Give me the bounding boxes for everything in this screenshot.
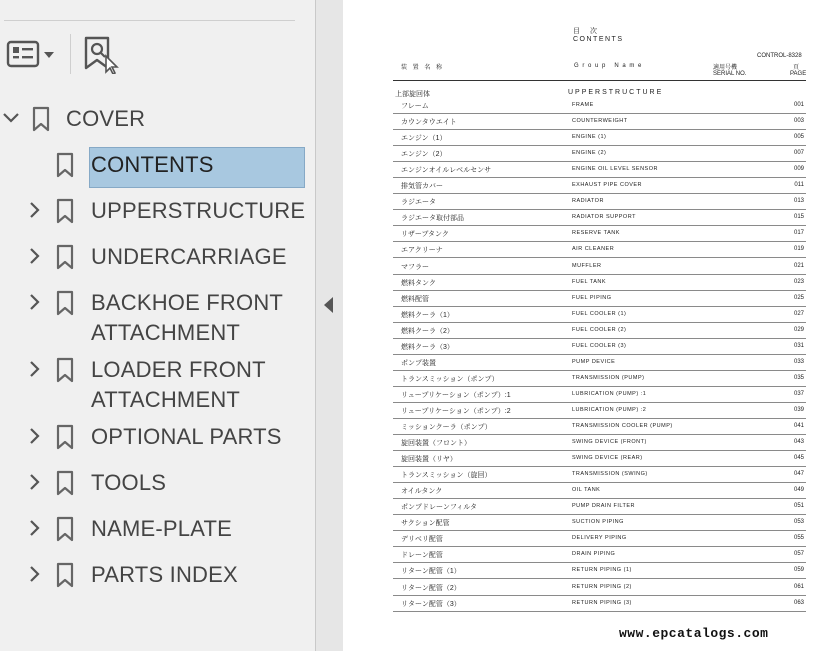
control-number: CONTROL-8328: [757, 53, 802, 59]
row-page-number: 019: [793, 246, 804, 253]
bookmark-undercarriage[interactable]: [0, 238, 315, 278]
bookmark-icon: [32, 106, 50, 132]
row-group-name: FUEL COOLER (1): [572, 310, 627, 317]
doc-title-jp: 目次: [573, 28, 607, 35]
bookmark-icon: [56, 516, 74, 542]
contents-row[interactable]: [393, 210, 806, 226]
contents-row[interactable]: [393, 419, 806, 435]
contents-row[interactable]: [393, 467, 806, 483]
row-name-jp: カウンタウエイト: [401, 119, 457, 127]
row-rule: [393, 611, 806, 612]
row-page-number: 047: [793, 471, 804, 478]
row-group-name: RETURN PIPING (3): [572, 599, 632, 606]
contents-row[interactable]: [393, 226, 806, 242]
row-name-jp: 燃料タンク: [401, 279, 436, 287]
bookmark-label: UNDERCARRIAGE: [91, 244, 287, 269]
row-name-jp: 燃料クーラ（3）: [401, 343, 454, 351]
row-group-name: EXHAUST PIPE COVER: [572, 182, 643, 189]
bookmark-icon: [56, 470, 74, 496]
row-page-number: 045: [793, 455, 804, 462]
contents-row[interactable]: [393, 515, 806, 531]
bookmark-icon: [56, 290, 74, 316]
contents-row[interactable]: [393, 323, 806, 339]
row-page-number: 001: [793, 102, 804, 108]
contents-row[interactable]: [393, 114, 806, 130]
chevron-right-icon[interactable]: [26, 565, 44, 583]
row-page-number: 031: [793, 342, 804, 349]
row-group-name: DELIVERY PIPING: [572, 535, 627, 542]
chevron-right-icon[interactable]: [26, 247, 44, 265]
row-group-name: AIR CLEANER: [572, 246, 615, 253]
row-name-jp: フレーム: [401, 103, 429, 110]
row-name-jp: エンジン（2）: [401, 151, 447, 159]
chevron-right-icon[interactable]: [26, 201, 44, 219]
header-serial-jp: 適用号機: [713, 65, 738, 71]
bookmark-label: UPPERSTRUCTURE: [91, 198, 306, 223]
row-name-jp: 燃料クーラ（1）: [401, 311, 454, 319]
row-page-number: 009: [793, 166, 804, 173]
bookmark-label: BACKHOE FRONT: [91, 290, 284, 315]
chevron-down-icon[interactable]: [2, 109, 20, 127]
bookmark-tools[interactable]: [0, 464, 315, 504]
bookmark-icon: [56, 424, 74, 450]
row-page-number: 035: [793, 374, 804, 381]
row-name-jp: トランスミッション（旋回）: [401, 472, 492, 480]
contents-row[interactable]: [393, 435, 806, 451]
contents-row[interactable]: [393, 194, 806, 210]
collapse-panel-strip[interactable]: [316, 0, 343, 651]
contents-row[interactable]: [393, 291, 806, 307]
row-group-name: ENGINE (1): [572, 134, 607, 141]
row-name-jp: デリベリ配管: [401, 536, 443, 544]
contents-row[interactable]: [393, 387, 806, 403]
row-name-jp: 排気管カバー: [401, 183, 443, 191]
row-group-name: FUEL COOLER (3): [572, 342, 627, 349]
document-page: [343, 0, 831, 651]
row-page-number: 051: [793, 503, 804, 510]
row-page-number: 043: [793, 439, 804, 446]
row-group-name: LUBRICATION (PUMP) :1: [572, 390, 647, 397]
watermark: www.epcatalogs.com: [619, 626, 769, 641]
row-name-jp: ミッションクーラ（ポンプ）: [401, 424, 492, 431]
bookmark-label: TOOLS: [91, 470, 167, 495]
row-page-number: 059: [793, 567, 804, 574]
bookmark-parts-index[interactable]: [0, 556, 315, 596]
bookmark-label: PARTS INDEX: [91, 562, 238, 587]
row-group-name: PUMP DEVICE: [572, 358, 616, 365]
row-group-name: PUMP DRAIN FILTER: [572, 503, 635, 510]
row-group-name: TRANSMISSION (SWING): [572, 471, 648, 478]
contents-row[interactable]: [393, 547, 806, 563]
row-name-jp: リターン配管（2）: [401, 584, 461, 592]
row-page-number: 017: [793, 230, 804, 237]
header-rule: [393, 80, 806, 81]
row-name-jp: リュープリケーション（ポンプ）:2: [401, 407, 511, 415]
row-name-jp: オイルタンク: [401, 488, 443, 496]
row-group-name: MUFFLER: [572, 262, 602, 269]
row-name-jp: リターン配管（1）: [401, 568, 461, 576]
row-name-jp: ポンプ装置: [401, 359, 436, 367]
header-name-jp: 装 置 名 称: [401, 65, 445, 71]
row-page-number: 037: [793, 390, 804, 397]
section-title-jp: 上部旋回体: [395, 91, 430, 98]
bookmark-options-button[interactable]: [6, 36, 58, 72]
row-group-name: TRANSMISSION COOLER (PUMP): [572, 423, 673, 429]
row-group-name: RETURN PIPING (1): [572, 567, 632, 574]
bookmark-label: CONTENTS: [91, 152, 214, 177]
contents-row[interactable]: [393, 259, 806, 275]
row-name-jp: マフラー: [401, 263, 429, 271]
section-title-en: UPPERSTRUCTURE: [568, 89, 664, 96]
contents-row[interactable]: [393, 275, 806, 291]
bookmarks-panel: [0, 0, 315, 651]
row-page-number: 011: [794, 182, 804, 189]
row-group-name: FUEL COOLER (2): [572, 326, 627, 333]
toolbar-divider: [4, 20, 295, 21]
row-name-jp: ラジエータ取付部品: [401, 215, 464, 223]
contents-row[interactable]: [393, 596, 806, 612]
bookmark-optional-parts[interactable]: [0, 418, 315, 458]
row-group-name: RETURN PIPING (2): [572, 583, 632, 590]
find-bookmark-icon: [82, 36, 122, 74]
row-page-number: 061: [793, 583, 804, 590]
row-group-name: LUBRICATION (PUMP) :2: [572, 406, 647, 413]
bookmark-label-line2: ATTACHMENT: [91, 320, 241, 345]
bookmark-backhoe-front-attachment[interactable]: [0, 284, 315, 348]
toolbar-separator: [70, 34, 71, 74]
row-group-name: ENGINE OIL LEVEL SENSOR: [572, 166, 658, 173]
bookmark-icon: [56, 244, 74, 270]
row-page-number: 005: [793, 134, 804, 141]
row-name-jp: リュープリケーション（ポンプ）:1: [401, 391, 511, 399]
contents-row[interactable]: [393, 451, 806, 467]
row-group-name: FUEL TANK: [572, 278, 607, 285]
row-group-name: OIL TANK: [572, 487, 601, 494]
contents-row[interactable]: [393, 130, 806, 146]
row-name-jp: 旋回装置（フロント）: [401, 440, 471, 448]
row-group-name: SWING DEVICE (FRONT): [572, 439, 647, 446]
contents-row[interactable]: [393, 499, 806, 515]
contents-row[interactable]: [393, 403, 806, 419]
row-name-jp: リターン配管（3）: [401, 600, 461, 608]
chevron-right-icon[interactable]: [26, 519, 44, 537]
row-name-jp: サクション配管: [401, 520, 450, 528]
bookmark-label: COVER: [66, 106, 146, 131]
bookmark-icon: [56, 152, 74, 178]
row-name-jp: トランスミッション（ポンプ）: [401, 375, 499, 383]
contents-row[interactable]: [393, 355, 806, 371]
row-group-name: RADIATOR: [572, 198, 604, 205]
header-serial-en: SERIAL NO.: [713, 71, 747, 77]
bookmark-icon: [56, 357, 74, 383]
contents-row[interactable]: [393, 146, 806, 162]
row-page-number: 027: [793, 310, 804, 317]
row-page-number: 023: [793, 278, 804, 285]
contents-row[interactable]: [393, 531, 806, 547]
chevron-right-icon[interactable]: [26, 473, 44, 491]
doc-title-en: CONTENTS: [573, 36, 624, 43]
row-page-number: 039: [793, 406, 804, 413]
row-page-number: 021: [793, 262, 804, 269]
row-name-jp: リザーブタンク: [401, 231, 449, 239]
row-name-jp: 旋回装置（リヤ）: [401, 456, 457, 464]
row-group-name: RESERVE TANK: [572, 230, 620, 237]
header-group-name: G r o u p N a m e: [574, 63, 643, 69]
row-name-jp: ポンプドレーンフィルタ: [401, 504, 478, 512]
row-name-jp: 燃料クーラ（2）: [401, 327, 454, 335]
row-page-number: 003: [793, 118, 804, 125]
chevron-right-icon[interactable]: [26, 360, 44, 378]
find-bookmark-button[interactable]: [82, 36, 122, 72]
row-name-jp: ラジエータ: [401, 199, 436, 207]
header-page-en: PAGE: [790, 71, 807, 77]
row-name-jp: エアクリーナ: [401, 247, 443, 255]
row-page-number: 057: [793, 551, 804, 558]
row-page-number: 063: [793, 599, 804, 606]
row-name-jp: エンジン（1）: [401, 135, 447, 143]
row-page-number: 053: [793, 519, 804, 526]
bookmark-upperstructure[interactable]: [0, 192, 315, 232]
row-group-name: TRANSMISSION (PUMP): [572, 374, 645, 381]
row-name-jp: エンジンオイルレベルセンサ: [401, 167, 492, 175]
row-group-name: SWING DEVICE (REAR): [572, 455, 643, 462]
chevron-right-icon[interactable]: [26, 293, 44, 311]
row-page-number: 055: [793, 535, 804, 542]
bookmark-label: OPTIONAL PARTS: [91, 424, 282, 449]
bookmark-label-line2: ATTACHMENT: [91, 387, 241, 412]
row-page-number: 041: [793, 423, 804, 429]
contents-row[interactable]: [393, 563, 806, 579]
contents-row[interactable]: [393, 178, 806, 194]
row-group-name: DRAIN PIPING: [572, 551, 616, 558]
bookmark-contents[interactable]: [0, 146, 315, 186]
contents-row[interactable]: [393, 98, 806, 114]
bookmark-label: NAME-PLATE: [91, 516, 232, 541]
bookmark-icon: [56, 198, 74, 224]
bookmark-label: LOADER FRONT: [91, 357, 266, 382]
row-page-number: 007: [793, 150, 804, 157]
bookmark-options-icon: [6, 36, 58, 72]
row-page-number: 025: [793, 294, 804, 301]
row-group-name: FUEL PIPING: [572, 294, 612, 301]
contents-row[interactable]: [393, 307, 806, 323]
header-page-jp: 頁: [793, 65, 800, 71]
contents-row[interactable]: [393, 242, 806, 258]
contents-row[interactable]: [393, 339, 806, 355]
row-group-name: RADIATOR SUPPORT: [572, 214, 636, 221]
row-page-number: 033: [793, 358, 804, 365]
row-group-name: ENGINE (2): [572, 150, 607, 157]
contents-row[interactable]: [393, 371, 806, 387]
bookmark-loader-front-attachment[interactable]: [0, 351, 315, 415]
contents-row[interactable]: [393, 162, 806, 178]
row-page-number: 049: [793, 487, 804, 494]
row-page-number: 013: [793, 198, 804, 205]
chevron-right-icon[interactable]: [26, 427, 44, 445]
row-name-jp: 燃料配管: [401, 295, 429, 303]
row-group-name: COUNTERWEIGHT: [572, 118, 628, 125]
row-group-name: SUCTION PIPING: [572, 519, 624, 526]
bookmark-cover[interactable]: [0, 100, 315, 140]
collapse-panel-arrow-icon[interactable]: [324, 297, 333, 313]
contents-row[interactable]: [393, 580, 806, 596]
row-page-number: 029: [793, 326, 804, 333]
row-group-name: FRAME: [572, 102, 594, 108]
row-name-jp: ドレーン配管: [401, 552, 443, 560]
contents-row[interactable]: [393, 483, 806, 499]
row-page-number: 015: [793, 214, 804, 221]
bookmark-name-plate[interactable]: [0, 510, 315, 550]
bookmark-icon: [56, 562, 74, 588]
